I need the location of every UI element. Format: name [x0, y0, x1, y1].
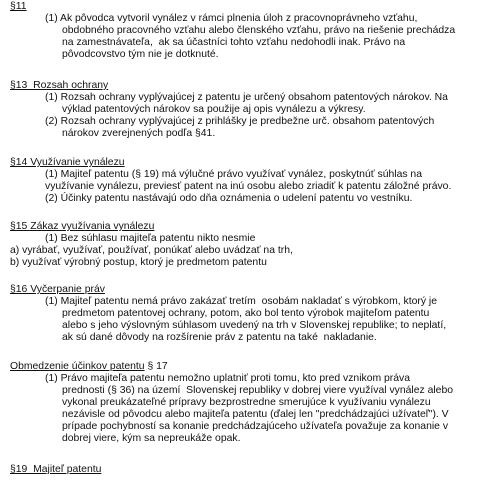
section-13-para-1-line-1: (1) Rozsah ochrany vyplývajúcej z patentu je určený obsahom patentových nárokov. Na	[45, 92, 448, 103]
section-17-para-1-line-6: dobrej viere, kým sa nepreukáže opak.	[62, 433, 241, 444]
section-14-para-1-line-1: (1) Majiteľ patentu (§ 19) má výlučné právo využívať vynález, poskytnúť súhlas na	[45, 169, 422, 180]
section-13-para-2-line-1: (2) Rozsah ochrany vyplývajúcej z prihlášky je predbežne urč. obsahom patentových	[45, 116, 435, 127]
section-17-para-1-line-3: vykonal preukázateľné prípravy bezprostredne smerujúce k využívaniu vynálezu	[62, 397, 431, 408]
section-17-para-1-line-5: prípade pochybností sa konanie predchádzajúceho užívateľa považuje za konanie v	[62, 421, 449, 432]
section-17-para-1-line-2: prednosti (§ 36) na území Slovenskej republiky v dobrej viere využíval vynález alebo	[62, 385, 454, 396]
section-15-item-b: b) využívať výrobný postup, ktorý je predmetom patentu	[10, 257, 267, 268]
section-13-heading: §13 Rozsah ochrany	[10, 80, 109, 91]
section-16-para-1-line-3: alebo s jeho výslovným súhlasom uvedený na trh v Slovenskej republike; to neplatí,	[62, 320, 447, 331]
section-16-para-1-line-1: (1) Majiteľ patentu nemá právo zakázať tretím osobám nakladať s výrobkom, ktorý je	[45, 296, 437, 307]
section-11-para-1-line-3: na zamestnávateľa, ak sa účastníci tohto vzťahu nedohodli inak. Právo na	[62, 37, 406, 48]
section-19-heading: §19 Majiteľ patentu	[10, 464, 102, 475]
section-17-heading	[10, 361, 168, 373]
section-17-heading-number: § 17	[144, 361, 168, 372]
section-17-para-1-line-4: nezávisle od pôvodcu alebo majiteľa patentu (ďalej len "predchádzajúci užívateľ"). V	[62, 409, 449, 420]
section-15-heading: §15 Zákaz využívania vynálezu	[10, 221, 155, 232]
section-14-para-2-line-1: (2) Účinky patentu nastávajú odo dňa oznámenia o udelení patentu vo vestníku.	[45, 193, 413, 204]
section-11-para-1-line-1: (1) Ak pôvodca vytvoril vynález v rámci plnenia úloh z pracovnoprávneho vzťahu,	[45, 13, 418, 24]
section-15-para-1: (1) Bez súhlasu majiteľa patentu nikto nesmie	[45, 233, 256, 244]
section-13-para-2-line-2: nárokov zverejnených podľa §41.	[62, 128, 216, 139]
section-13-para-1-line-2: výklad patentových nárokov sa použije aj opis vynálezu a výkresy.	[62, 104, 366, 115]
section-16-para-1-line-4: ak sú dané dôvody na rozšírenie práv z patentu na také nakladanie.	[62, 332, 377, 343]
section-17-para-1-line-1: (1) Právo majiteľa patentu nemožno uplatniť proti tomu, kto pred vznikom práva	[45, 373, 411, 384]
section-17-heading-title: Obmedzenie účinkov patentu	[10, 361, 145, 372]
section-11-para-1-line-4: pôvodcovstvo tým nie je dotknuté.	[62, 49, 219, 60]
section-11-heading: §11	[10, 1, 27, 12]
section-16-para-1-line-2: predmetom patentovej ochrany, potom, ako bol tento výrobok majiteľom patentu	[62, 308, 430, 319]
section-16-heading: §16 Vyčerpanie práv	[10, 284, 105, 295]
section-14-para-1-line-2: využívanie vynálezu, previesť patent na inú osobu alebo zriadiť k patentu záložné právo.	[45, 181, 452, 192]
section-14-heading: §14 Využívanie vynálezu	[10, 157, 125, 168]
section-15-item-a: a) vyrábať, využívať, používať, ponúkať alebo uvádzať na trh,	[10, 245, 293, 256]
section-11-para-1-line-2: obdobného pracovného vzťahu alebo členského vzťahu, právo na riešenie prechádza	[62, 25, 456, 36]
